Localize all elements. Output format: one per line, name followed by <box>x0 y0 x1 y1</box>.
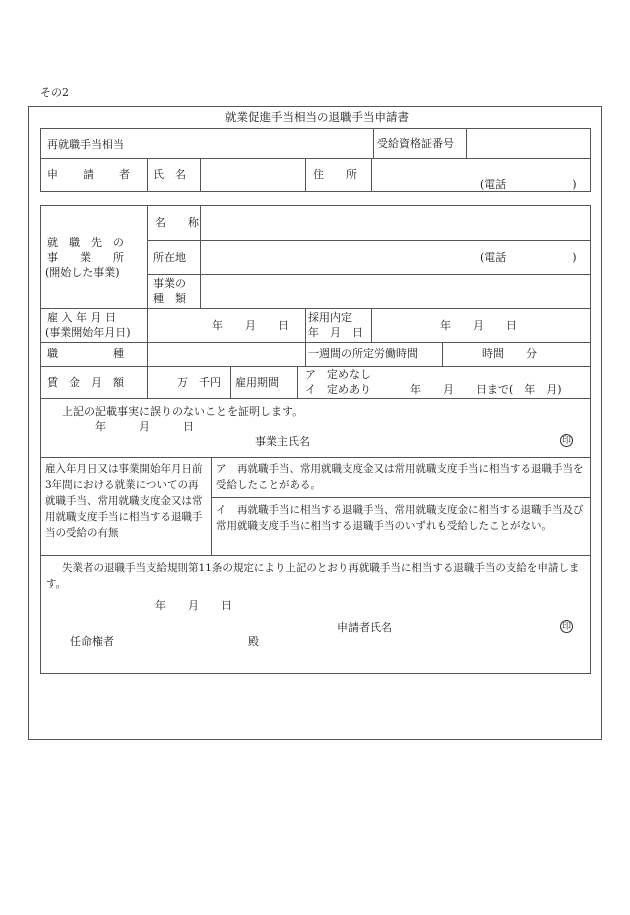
jigyo-line1: 事業の <box>153 277 186 290</box>
koyo-made[interactable]: 年 月 日まで( 年 月) <box>410 383 562 396</box>
denwa-label: (電話 ) <box>480 178 577 191</box>
application-date[interactable]: 年 月 日 <box>155 599 232 612</box>
shushokusaki-line1: 就 職 先 の <box>47 236 124 249</box>
prior-receipt-option-a[interactable]: ア 再就職手当、常用就職支度金又は常用就職支度手当に相当する退職手当を受給したことがある。 <box>216 463 584 491</box>
meisho-field[interactable] <box>201 206 590 239</box>
sadame-nashi[interactable]: ア 定めなし <box>305 368 371 381</box>
prior-receipt-option-i[interactable]: イ 再就職手当に相当する退職手当、常用就職支度金に相当する退職手当及び常用就職支度手当に相当する退職手当のいずれも受給したことがない。 <box>216 504 584 532</box>
meisho-label: 名 称 <box>155 216 199 229</box>
applicant-seal: 印 <box>561 622 571 632</box>
saiyo-line2: 年 月 日 <box>308 326 363 339</box>
jikan-fun[interactable]: 時間 分 <box>482 347 537 360</box>
saiyo-line1: 採用内定 <box>308 311 352 324</box>
dono-label: 殿 <box>248 635 259 648</box>
employer-name-label: 事業主氏名 <box>255 435 310 448</box>
shinseisha-label: 申 請 者 <box>47 168 131 181</box>
certification-date[interactable]: 年 月 日 <box>95 420 194 433</box>
certification-statement: 上記の記載事実に誤りのないことを証明します。 <box>62 405 304 418</box>
shokushu-field[interactable] <box>148 343 304 365</box>
shozaichi-label: 所在地 <box>153 251 186 264</box>
sadame-ari[interactable]: イ 定めあり <box>305 383 371 396</box>
page-label: その2 <box>40 86 69 99</box>
yatoiire-line2: (事業開始年月日) <box>45 326 131 339</box>
yatoiire-date[interactable]: 年 月 日 <box>212 319 289 332</box>
yatoiire-line1: 雇 入 年 月 日 <box>47 311 116 324</box>
saishushoku-label: 再就職手当相当 <box>47 138 124 151</box>
shushokusaki-line3: (開始した事業) <box>45 266 120 279</box>
employer-seal: 印 <box>561 436 571 446</box>
employment-denwa-label: (電話 ) <box>480 251 577 264</box>
shushokusaki-line2: 事 業 所 <box>47 251 124 264</box>
shimei-field[interactable] <box>201 159 304 191</box>
jigyo-line2: 種 類 <box>153 292 186 305</box>
prior-receipt-question: 雇入年月日又は事業開始年月日前3年間における就業についての再就職手当、常用就職支度金又は常用就職支度手当に相当する退職手当の受給の有無 <box>45 463 203 539</box>
jukyu-shikaku-field[interactable] <box>467 129 590 157</box>
applicant-name-label: 申請者氏名 <box>337 621 392 634</box>
jukyu-shikaku-label: 受給資格証番号 <box>377 137 454 150</box>
chingin-label: 賃 金 月 額 <box>47 376 124 389</box>
shimei-label: 氏 名 <box>153 168 186 181</box>
form-title: 就業促進手当相当の退職手当申請書 <box>225 110 409 124</box>
ninmeiken-label: 任命権者 <box>70 635 114 648</box>
saiyo-date[interactable]: 年 月 日 <box>440 319 517 332</box>
shokushu-label: 職 種 <box>47 347 124 360</box>
koyo-kikan-label: 雇用期間 <box>235 376 279 389</box>
jusho-label: 住 所 <box>313 168 357 181</box>
jigyo-field[interactable] <box>201 275 590 307</box>
shoteiro-label: 一週間の所定労働時間 <box>308 347 418 360</box>
man-sen[interactable]: 万 千円 <box>177 376 221 389</box>
application-statement: 失業者の退職手当支給規則第11条の規定により上記のとおり再就職手当に相当する退職手当の支給を申請します。 <box>46 562 580 590</box>
